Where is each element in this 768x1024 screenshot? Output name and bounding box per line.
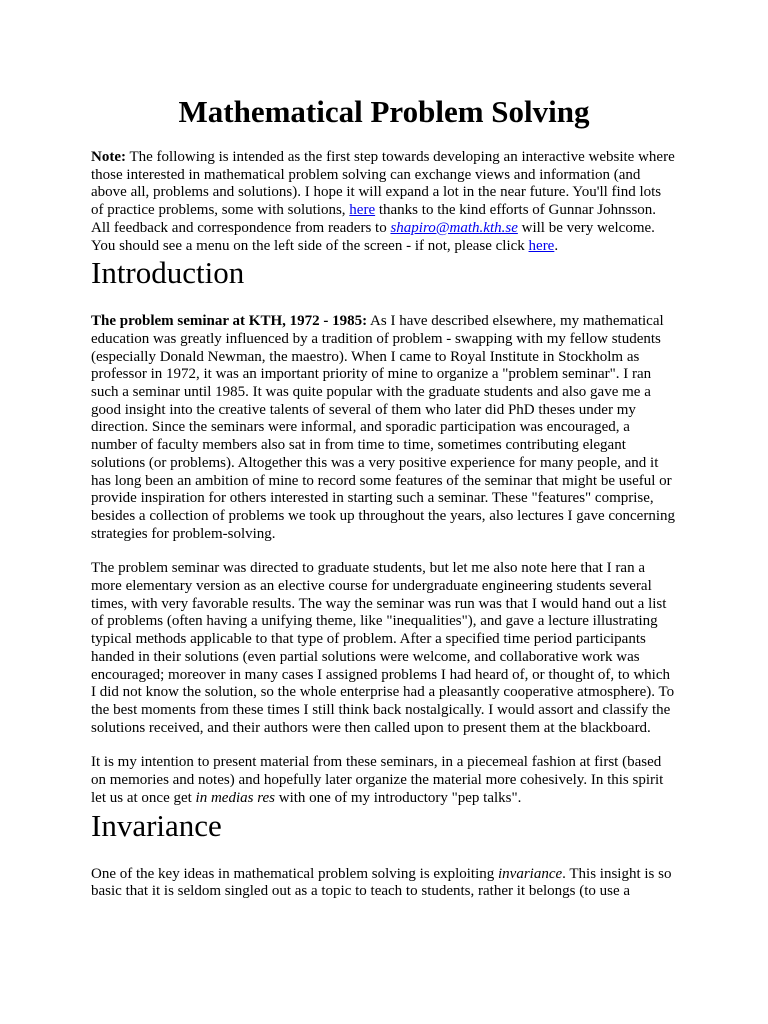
- practice-problems-link[interactable]: here: [349, 202, 376, 219]
- note-text-4: .: [554, 237, 559, 254]
- invariance-italic: invariance: [498, 865, 563, 882]
- invariance-paragraph-1: [91, 866, 677, 901]
- introduction-heading: Introduction: [91, 255, 245, 291]
- introduction-paragraph-1: [91, 313, 677, 543]
- in-medias-res-italic: in medias res: [195, 789, 275, 806]
- note-text-1: The following is intended as the first step towards developing an interactive website where those interested in mathematical problem solving can exchange views and information (and above all, problems and solutions). I hope it will expand a lot in the near future. You'll find lots of practice problems, some with solutions,: [91, 149, 675, 219]
- note-text-2: thanks to the kind efforts of Gunnar Johnsson. All feedback and correspondence from readers to: [91, 202, 657, 236]
- invariance-paragraph-1-text-2: . This insight is so basic that it is seldom singled out as a topic to teach to students, rather it belongs (to use a: [91, 865, 672, 900]
- menu-link[interactable]: here: [528, 237, 555, 254]
- introduction-paragraph-3-text-2: with one of my introductory "pep talks".: [275, 789, 522, 806]
- introduction-paragraph-1-text: As I have described elsewhere, my mathematical education was greatly influenced by a tradition of problem - swapping with my fellow students (especially Donald Newman, the maestro). When I came to Royal Institute in Stockholm as professor in 1972, it was an important priority of mine to organize a "problem seminar". I ran such a seminar until 1985. It was quite popular with the graduate students and also gave me a good insight into the creative talents of several of them who later did PhD theses under my direction. Since the seminars were informal, and sporadic participation was encouraged, a number of faculty members also sat in from time to time, sometimes contributing elegant solutions (or problems). Altogether this was a very positive experience for many people, and it has long been an ambition of mine to record some features of the seminar that might be useful or provide inspiration for others interested in starting such a seminar. These "features" comprise, besides a collection of problems we took up throughout the years, also lectures I gave concerning strategies for problem-solving.: [91, 313, 675, 542]
- invariance-heading: Invariance: [91, 807, 222, 843]
- note-text-3: will be very welcome. You should see a menu on the left side of the screen - if not, please click: [91, 219, 655, 254]
- introduction-paragraph-2: The problem seminar was directed to graduate students, but let me also note here that I ran a more elementary version as an elective course for undergraduate engineering students several times, with very favorable results. The way the seminar was run was that I would hand out a list of problems (often having a unifying theme, like "inequalities"), and gave a lecture illustrating typical methods applicable to that type of problem. After a specified time period participants handed in their solutions (even partial solutions were welcome, and collaborative work was encouraged; moreover in many cases I assigned problems I had heard of, or thought of, to which I did not know the solution, so the whole enterprise had a pleasantly cooperative atmosphere). To the best moments from these times I still think back nostalgically. I would assort and classify the solutions received, and their authors were then called upon to present them at the blackboard.: [91, 560, 675, 736]
- note-label: Note:: [91, 149, 126, 165]
- seminar-label: The problem seminar at KTH, 1972 - 1985:: [91, 313, 368, 330]
- email-link[interactable]: shapiro@math.kth.se: [390, 219, 518, 236]
- invariance-paragraph-1-text-1: One of the key ideas in mathematical problem solving is exploiting: [91, 865, 498, 882]
- introduction-paragraph-3: [91, 754, 677, 807]
- page-title: Mathematical Problem Solving: [178, 94, 590, 129]
- introduction-paragraph-3-text-1: It is my intention to present material from these seminars, in a piecemeal fashion at first (based on memories and notes) and hopefully later organize the material more cohesively. In this spirit let us at once get: [91, 754, 664, 806]
- note-paragraph: [91, 149, 677, 255]
